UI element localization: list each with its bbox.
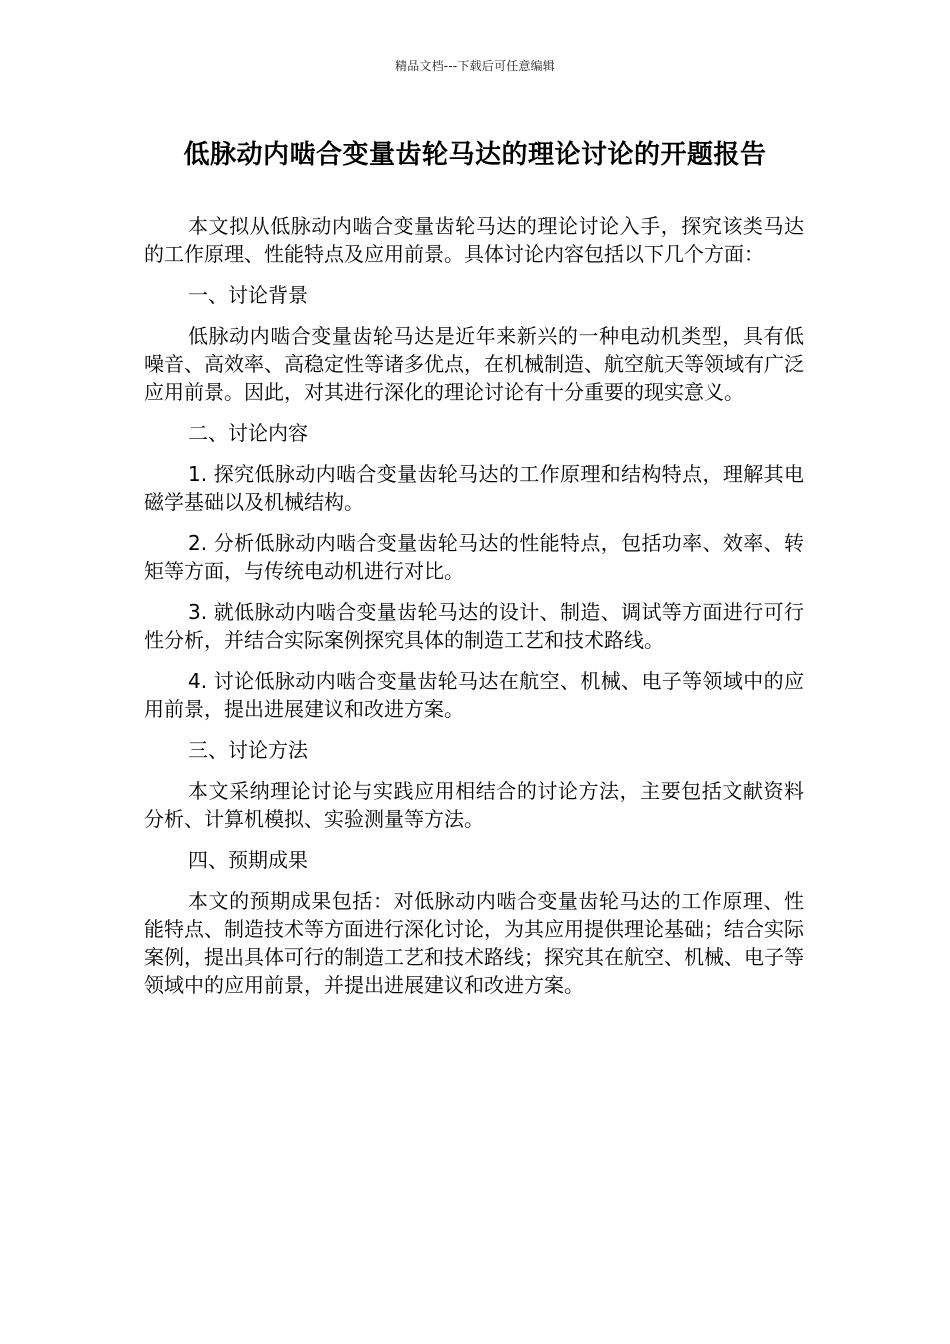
section-heading: 一、讨论背景 [188, 283, 308, 307]
section-content [144, 419, 804, 723]
section-background [144, 281, 804, 406]
section-heading: 四、预期成果 [188, 848, 308, 872]
list-item-paragraph: 2. 分析低脉动内啮合变量齿轮马达的性能特点，包括功率、效率、转矩等方面，与传统电动机进行对比。 [144, 531, 804, 583]
section-paragraph: 本文的预期成果包括：对低脉动内啮合变量齿轮马达的工作原理、性能特点、制造技术等方面进行深化讨论，为其应用提供理论基础；结合实际案例，提出具体可行的制造工艺和技术路线；探究其在航空、机械、电子等领域中的应用前景，并提出进展建议和改进方案。 [144, 889, 804, 997]
document-title: 低脉动内啮合变量齿轮马达的理论讨论的开题报告 [183, 140, 767, 170]
intro-paragraph: 本文拟从低脉动内啮合变量齿轮马达的理论讨论入手，探究该类马达的工作原理、性能特点及应用前景。具体讨论内容包括以下几个方面： [144, 214, 804, 266]
section-heading: 二、讨论内容 [188, 421, 308, 445]
section-paragraph: 本文采纳理论讨论与实践应用相结合的讨论方法，主要包括文献资料分析、计算机模拟、实验测量等方法。 [144, 779, 804, 831]
section-paragraph: 低脉动内啮合变量齿轮马达是近年来新兴的一种电动机类型，具有低噪音、高效率、高稳定性等诸多优点，在机械制造、航空航天等领域有广泛应用前景。因此，对其进行深化的理论讨论有十分重要的现实意义。 [144, 324, 804, 404]
list-item-paragraph: 3. 就低脉动内啮合变量齿轮马达的设计、制造、调试等方面进行可行性分析，并结合实际案例探究具体的制造工艺和技术路线。 [144, 600, 804, 652]
section-heading: 三、讨论方法 [188, 738, 308, 762]
header-watermark: 精品文档---下载后可任意编辑 [395, 59, 555, 73]
section-method [144, 736, 804, 833]
list-item-paragraph: 1. 探究低脉动内啮合变量齿轮马达的工作原理和结构特点，理解其电磁学基础以及机械结构。 [144, 462, 804, 514]
document-body [144, 212, 804, 1012]
list-item-paragraph: 4. 讨论低脉动内啮合变量齿轮马达在航空、机械、电子等领域中的应用前景，提出进展建议和改进方案。 [144, 669, 804, 721]
section-expected-results [144, 846, 804, 999]
